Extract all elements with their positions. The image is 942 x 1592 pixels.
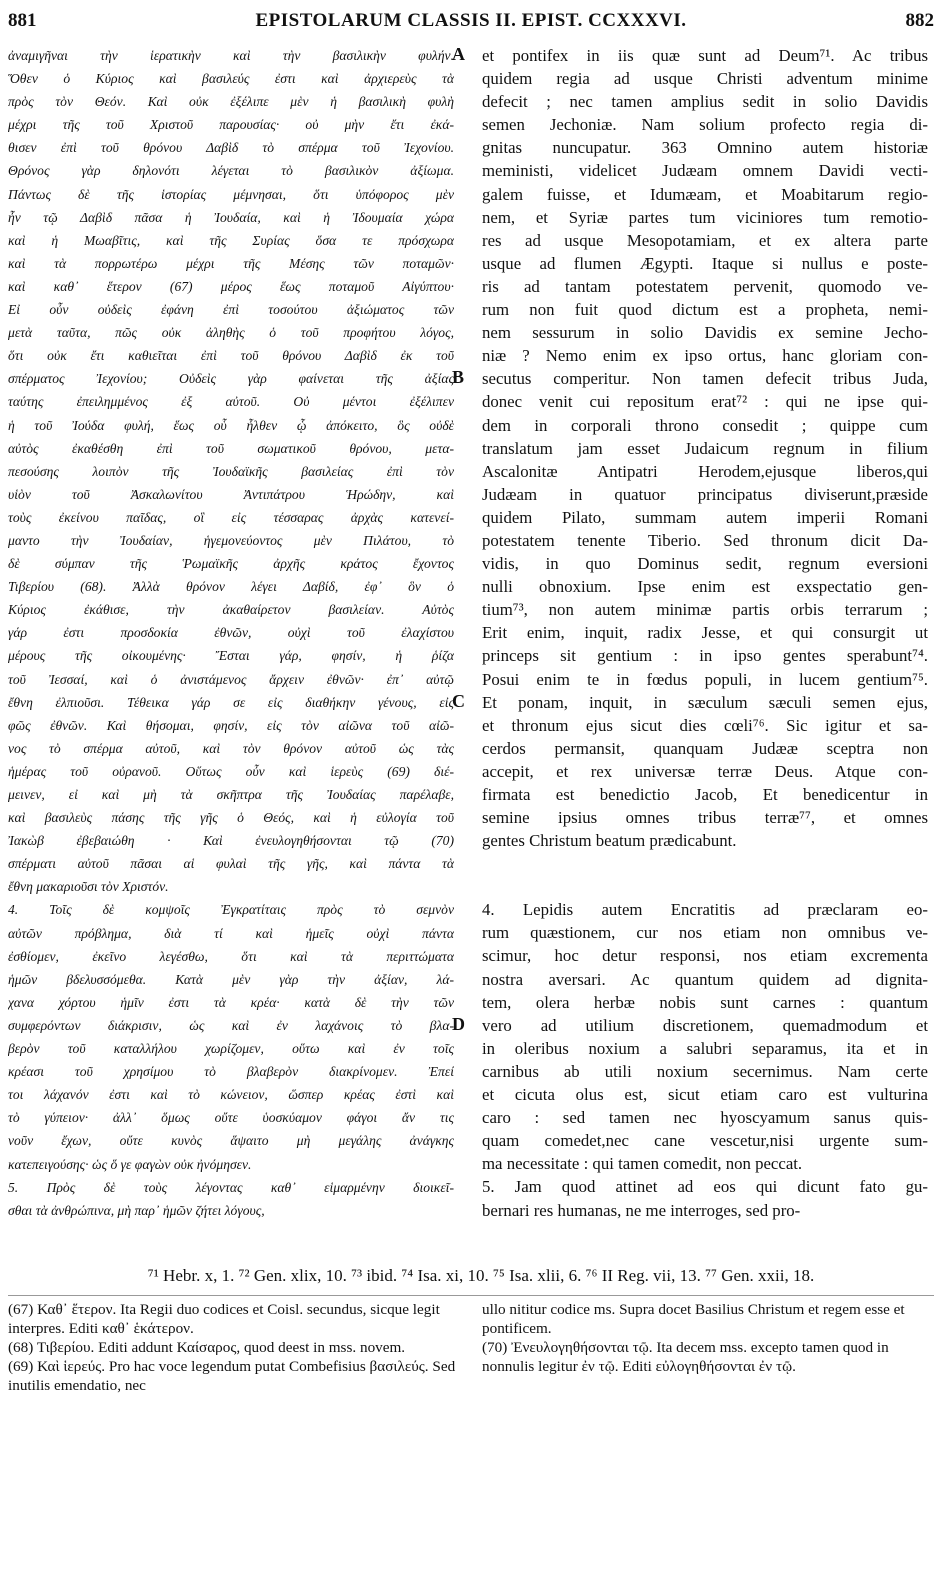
greek-text-line: 5. Πρὸς δὲ τοὺς λέγοντας καθ᾽ εἱμαρμένην διοικεῖ- bbox=[8, 1179, 454, 1195]
greek-text-line: πεσούσης λοιπὸν τῆς Ἰουδαϊκῆς βασιλείας ἐπὶ τὸν bbox=[8, 463, 454, 479]
latin-text-line: vero ad utilium discretionem, quemadmodum et bbox=[482, 1015, 928, 1035]
footnote: ullo nititur codice ms. Supra docet Basilius Christum et regem esse et pontificem. bbox=[482, 1301, 905, 1337]
latin-text-line: nulli obnoxium. Ipse enim est exspectatio gen- bbox=[482, 577, 928, 597]
latin-text-line: quidem Pilato, summam autem imperii Romani bbox=[482, 507, 928, 527]
latin-column bbox=[482, 44, 928, 1222]
latin-text-line: Erit enim, inquit, radix Jesse, et qui consurgit ut bbox=[482, 623, 928, 643]
greek-text-line: υἱὸν τοῦ Ἀσκαλωνίτου Ἀντιπάτρου Ἡρώδην, καὶ bbox=[8, 486, 454, 502]
greek-text-line: ὅτι οὐκ ἔτι καθιεῖται ἐπὶ τοῦ θρόνου Δαβὶδ ἐκ τοῦ bbox=[8, 348, 454, 364]
latin-text-line: defecit ; nec tamen amplius sedit in solio Davidis bbox=[482, 92, 928, 112]
greek-text-line: μέχρι τῆς τοῦ Χριστοῦ παρουσίας· οὐ μὴν ἔτι ἐκά- bbox=[8, 117, 454, 133]
latin-text-line: in oleribus noxium a salubri separamus, ita et in bbox=[482, 1038, 928, 1058]
greek-text-line: μεινεν, εἰ καὶ μὴ τὰ σκῆπτρα τῆς Ἰουδαίας παρέλαβε, bbox=[8, 787, 454, 802]
greek-text-line: ἡμέρας τοῦ οὐρανοῦ. Οὕτως οὖν καὶ ἱερεὺς (69) διέ- bbox=[8, 763, 454, 779]
margin-marker: B bbox=[452, 367, 465, 388]
greek-text-line: Ὅθεν ὁ Κύριος καὶ βασιλεύς ἐστι καὶ ἀρχιερεὺς τὰ bbox=[8, 71, 454, 87]
footnote: (67) Καθ᾽ ἕτερον. Ita Regii duo codices et Coisl. secundus, sicque legit interpres. Editi καθ᾽ ἑκάτερον. bbox=[8, 1301, 440, 1337]
greek-text-line: Κύριος ἐκάθισε, τὴν ἀκαθαίρετον βασιλείαν. Αὐτὸς bbox=[8, 602, 454, 618]
latin-text-line: cerdos permansit, quanquam Judææ sceptra non bbox=[482, 738, 928, 758]
latin-text-line: galem fuisse, et Idumæam, et Moabitarum regio- bbox=[482, 184, 928, 204]
greek-text-line: μέρους τῆς οἰκουμένης· Ἔσται γάρ, φησίν, ἡ ῥίζα bbox=[8, 648, 454, 664]
latin-text-line: bernari res humanas, ne me interroges, sed pro- bbox=[482, 1200, 801, 1220]
greek-text-line: ἔθνη μακαριοῦσι τὸν Χριστόν. bbox=[8, 879, 169, 895]
latin-text-line: secutus comperitur. Non tamen defecit tribus Juda, bbox=[482, 369, 928, 389]
margin-marker: A bbox=[452, 44, 465, 64]
latin-text-line: nostra aversari. Ac quantum quidem ad dignita- bbox=[482, 969, 928, 989]
latin-text-line: res ad usque Mesopotamiam, et ex altera parte bbox=[482, 230, 928, 250]
latin-text-line: rum non fuit quod dictum est a propheta, nemi- bbox=[482, 300, 928, 320]
latin-text-line: dem in corporali throno consedit ; quippe cum bbox=[482, 415, 928, 435]
margin-marker: C bbox=[452, 690, 465, 711]
greek-text-line: τὸ γύπειον· ἀλλ᾽ ὅμως οὔτε ὑοσκύαμον φάγοι ἄν τις bbox=[8, 1110, 454, 1126]
latin-text-line: et thronum ejus sicut dies cœli⁷⁶. Sic igitur et sa- bbox=[482, 715, 928, 735]
latin-text-line: Judæam in quatuor principatus diviserunt,præside bbox=[482, 484, 928, 504]
greek-text-line: αὐτῶν πρόβλημα, διὰ τί καὶ ἡμεῖς οὐχὶ πάντα bbox=[8, 925, 454, 941]
footnote: (68) Τιβερίου. Editi addunt Καίσαρος, quod deest in mss. novem. bbox=[8, 1339, 406, 1356]
page-header bbox=[8, 10, 934, 32]
latin-text-line: semine ipsius omnes tribus terræ⁷⁷, et omnes bbox=[482, 808, 928, 828]
margin-marker: D bbox=[452, 1014, 465, 1035]
greek-text-line: ταύτης ἐπειλημμένος ἐξ αὐτοῦ. Οὐ μέντοι ἐξέλιπεν bbox=[8, 394, 454, 410]
greek-text-line: ἡμῶν βδελυσσόμεθα. Κατὰ μὲν γὰρ τὴν ἀξίαν, λά- bbox=[8, 971, 454, 987]
latin-text-line: tium⁷³, non autem minimæ partis orbis terrarum ; bbox=[482, 600, 928, 620]
greek-text-line: μετὰ ταῦτα, πῶς οὐκ ἀληθὴς ὁ τοῦ προφήτου λόγος, bbox=[8, 325, 454, 341]
greek-text-line: νοῦν ἔχων, οὔτε κυνὸς ἅψαιτο μὴ μεγάλης ἀνάγκης bbox=[8, 1133, 454, 1149]
greek-column bbox=[8, 44, 454, 1222]
greek-text-line: καὶ τὰ πορρωτέρω μέχρι τῆς Μέσης τῶν ποταμῶν· bbox=[8, 255, 454, 271]
latin-text-line: accepit, et rex universæ terræ Deus. Atque con- bbox=[482, 761, 928, 781]
greek-text-line: ἦν τῷ Δαβὶδ πᾶσα ἡ Ἰουδαία, καὶ ἡ Ἰδουμαία χώρα bbox=[8, 209, 454, 225]
greek-text-line: συμφερόντων διάκρισιν, ὡς καὶ ἐν λαχάνοις τὸ βλα- bbox=[8, 1017, 454, 1033]
latin-text-line: meministi, videlicet Judæam omnem Davidi vecti- bbox=[482, 161, 928, 181]
running-title: EPISTOLARUM CLASSIS II. EPIST. CCXXXVI. bbox=[255, 10, 687, 31]
greek-text-line: βερὸν τοῦ καταλλήλου χωρίζομεν, οὕτω καὶ ἐν τοῖς bbox=[8, 1041, 454, 1057]
greek-text-line: σπέρματος Ἰεχονίου; Οὐδεὶς γὰρ φαίνεται τῆς ἀξίας bbox=[8, 371, 454, 387]
latin-text-line: donec venit cui repositum erat⁷² : qui ne ipse qui- bbox=[482, 392, 928, 412]
latin-text-line: translatum jam esset Judaicum regnum in filium bbox=[482, 438, 928, 458]
latin-text-line: semen Jechoniæ. Nam solium profecto regia di- bbox=[482, 115, 928, 135]
greek-text-line: τοι λάχανόν ἐστι καὶ τὸ κώνειον, ὥσπερ κρέας ἐστὶ καὶ bbox=[8, 1087, 454, 1103]
latin-text-line: firmata est benedictio Jacob, Et benedicentur in bbox=[482, 785, 928, 804]
latin-text-line: 4. Lepidis autem Encratitis ad præclaram eo- bbox=[482, 900, 928, 920]
latin-text-line: tem, olera herbæ nobis sunt carnes : quantum bbox=[482, 992, 928, 1012]
latin-text-line: niæ ? Nemo enim ex ipso ortus, hanc gloriam con- bbox=[482, 346, 928, 366]
latin-text-line: gnitas nuncupatur. 363 Omnino autem historiæ bbox=[482, 138, 928, 158]
greek-text-line: αὐτὸς ἐκαθέσθη ἐπὶ τοῦ σωματικοῦ θρόνου, μετα- bbox=[8, 440, 454, 456]
footnote: (69) Καὶ ἱερεύς. Pro hac voce legendum putat Combefisius βασιλεύς. Sed inutilis emendatio, nec bbox=[8, 1358, 456, 1394]
greek-text-line: δὲ σύμπαν τῆς Ῥωμαϊκῆς ἀρχῆς κράτος ἔχοντος bbox=[8, 556, 454, 572]
latin-text-line: et cicuta olus est, sicut etiam caro est vulturina bbox=[482, 1085, 928, 1105]
greek-text-line: ἀναμιγῆναι τὴν ἱερατικὴν καὶ τὴν βασιλικὴν φυλήν. bbox=[8, 48, 454, 63]
greek-text-line: ἔθνη ἐλπιοῦσι. Τέθεικα γάρ σε εἰς διαθήκην γένους, εἰς bbox=[8, 694, 454, 710]
greek-text-line: καὶ καθ᾽ ἕτερον (67) μέρος ἕως ποταμοῦ Αἰγύπτου· bbox=[8, 278, 454, 294]
footnote: (70) Ἐνευλογηθήσονται τῷ. Ita decem mss. excepto tamen quod in nonnulis legitur ἐν τῷ. Editi εὐλογηθήσονται ἐν τῷ. bbox=[482, 1339, 889, 1375]
latin-text-line: carnibus ab utili noxium secernimus. Nam certe bbox=[482, 1061, 928, 1081]
latin-text-line: caro : sed tamen nec hyoscyamum sanus quis- bbox=[482, 1108, 928, 1128]
greek-text-line: θισεν ἐπὶ τοῦ θρόνου Δαβὶδ τὸ σπέρμα τοῦ Ἰεχονίου. bbox=[8, 140, 454, 156]
latin-text-line: vidis, in quo Dominus sedit, regnum eversioni bbox=[482, 554, 928, 574]
scripture-references: ⁷¹ Hebr. x, 1. ⁷² Gen. xlix, 10. ⁷³ ibid. ⁷⁴ Isa. xi, 10. ⁷⁵ Isa. xlii, 6. ⁷⁶ II Reg. vii, 13. ⁷⁷ Gen. xxii, 18. bbox=[147, 1266, 815, 1285]
greek-text-line: καὶ ἡ Μωαβῖτις, καὶ τῆς Συρίας ὅσα τε πρόσχωρα bbox=[8, 232, 454, 248]
greek-text-line: κατεπειγούσης· ὡς ὅ γε φαγὼν οὐκ ἠνόμησεν. bbox=[8, 1156, 252, 1172]
greek-text-line: τοὺς ἐκείνου παῖδας, οἳ εἰς τέσσαρας ἀρχὰς κατενεί- bbox=[8, 509, 454, 525]
greek-text-line: νος τὸ σπέρμα αὐτοῦ, καὶ τὸν θρόνον αὐτοῦ ὡς τὰς bbox=[8, 740, 454, 756]
latin-text-line: rum quæstionem, cur nos etiam non omnibus ve- bbox=[482, 923, 928, 943]
greek-text-line: ἐσθίομεν, ἐκεῖνο λεγέσθω, ὅτι καὶ τὰ περιττώματα bbox=[8, 948, 454, 964]
latin-text-line: gentes Christum beatum prædicabunt. bbox=[482, 831, 737, 851]
greek-text-line: μαντο τὴν Ἰουδαίαν, ἡγεμονεύοντος μὲν Πιλάτου, τὸ bbox=[8, 532, 454, 548]
latin-text-line: Posui enim te in fœdus populi, in lucem gentium⁷⁵. bbox=[482, 669, 928, 689]
latin-text-line: nem sessurum in solio Davidis ex semine Jecho- bbox=[482, 323, 928, 343]
greek-text-line: καὶ βασιλεὺς πάσης τῆς γῆς ὁ Θεός, καὶ ἡ εὐλογία τοῦ bbox=[8, 810, 454, 826]
latin-text-line: usque ad flumen Ægypti. Itaque si nullus e poste- bbox=[482, 253, 928, 273]
footnotes-right bbox=[482, 1300, 928, 1376]
greek-text-line: τοῦ Ἰεσσαί, καὶ ὁ ἀνιστάμενος ἄρχειν ἐθνῶν· ἐπ᾽ αὐτῷ bbox=[8, 671, 454, 687]
latin-text-line: et pontifex in iis quæ sunt ad Deum⁷¹. Ac tribus bbox=[482, 46, 928, 65]
greek-text-line: σθαι τὰ ἀνθρώπινα, μὴ παρ᾽ ἡμῶν ζήτει λόγους, bbox=[8, 1202, 265, 1218]
latin-text-line: quam comedet,nec cane vescetur,nisi urgente sum- bbox=[482, 1131, 928, 1151]
latin-text-line: princeps sit gentium : in ipso gentes sperabunt⁷⁴. bbox=[482, 646, 928, 666]
footnote-divider bbox=[8, 1295, 934, 1296]
greek-text-line: Ἰακὼβ ἐβεβαιώθη · Καὶ ἐνευλογηθήσονται τῷ (70) bbox=[8, 833, 454, 849]
greek-text-line: ἡ τοῦ Ἰούδα φυλή, ἕως οὗ ἦλθεν ᾧ ἀπόκειτο, ὃς οὐδὲ bbox=[8, 417, 454, 433]
greek-text-line: Εἰ οὖν οὐδεὶς ἐφάνη ἐπὶ τοσούτου ἀξιώματος τῶν bbox=[8, 302, 454, 318]
latin-text-line: Et ponam, inquit, in sæculum sæculi semen ejus, bbox=[482, 692, 928, 712]
latin-text-line: 5. Jam quod attinet ad eos qui dicunt fato gu- bbox=[482, 1177, 928, 1197]
greek-text-line: φῶς ἐθνῶν. Καὶ θήσομαι, φησίν, εἰς τὸν αἰῶνα τοῦ αἰῶ- bbox=[8, 717, 454, 733]
latin-text-line: scimur, hoc detur responsi, nos etiam excrementa bbox=[482, 946, 928, 966]
latin-text-line: potestatem tenente Tiberio. Sed thronum dicit Da- bbox=[482, 530, 928, 550]
latin-text-line: Ascalonitæ Antipatri Herodem,ejusque liberos,qui bbox=[482, 461, 928, 481]
greek-text-line: Θρόνος γὰρ δηλονότι λέγεται τὸ βασιλικὸν ἀξίωμα. bbox=[8, 163, 454, 179]
greek-text-line: 4. Τοῖς δὲ κομψοῖς Ἐγκρατίταις πρὸς τὸ σεμνὸν bbox=[8, 902, 454, 918]
latin-text-line: quidem regia ad usque Christi adventum minime bbox=[482, 69, 928, 89]
footnotes-left bbox=[8, 1300, 456, 1395]
greek-text-line: σπέρματι αὐτοῦ πᾶσαι αἱ φυλαὶ τῆς γῆς, καὶ πάντα τὰ bbox=[8, 856, 454, 872]
greek-text-line: γάρ ἐστι προσδοκία ἐθνῶν, οὐχὶ τοῦ ἐλαχίστου bbox=[8, 625, 454, 641]
latin-text-line: ris ad tantam potestatem pervenit, quomodo ve- bbox=[482, 276, 928, 296]
greek-text-line: πρὸς τὸν Θεόν. Καὶ οὐκ ἐξέλιπε μὲν ἡ βασιλικὴ φυλὴ bbox=[8, 94, 454, 110]
greek-text-line: Πάντως δὲ τῆς ἱστορίας μέμνησαι, ὅτι ὑπόφορος μὲν bbox=[8, 186, 454, 202]
latin-text-line: nem, et Syriæ partes tum viciniores tum remotio- bbox=[482, 207, 928, 227]
latin-text-line: ma necessitate : qui tamen comedit, non peccat. bbox=[482, 1154, 803, 1174]
greek-text-line: κρέασι τοῦ χρησίμου τὸ βλαβερὸν διακρίνομεν. Ἐπεί bbox=[8, 1064, 454, 1080]
paragraph-gap bbox=[482, 852, 928, 898]
page-number-left: 881 bbox=[8, 10, 37, 31]
greek-text-line: χανα χόρτου ἡμῖν ἐστι τὰ κρέα· κατὰ δὲ τὴν τῶν bbox=[8, 994, 454, 1010]
page-number-right: 882 bbox=[905, 10, 934, 31]
greek-text-line: Τιβερίου (68). Ἀλλὰ θρόνον λέγει Δαβίδ, ἐφ᾽ ὃν ὁ bbox=[8, 579, 454, 595]
